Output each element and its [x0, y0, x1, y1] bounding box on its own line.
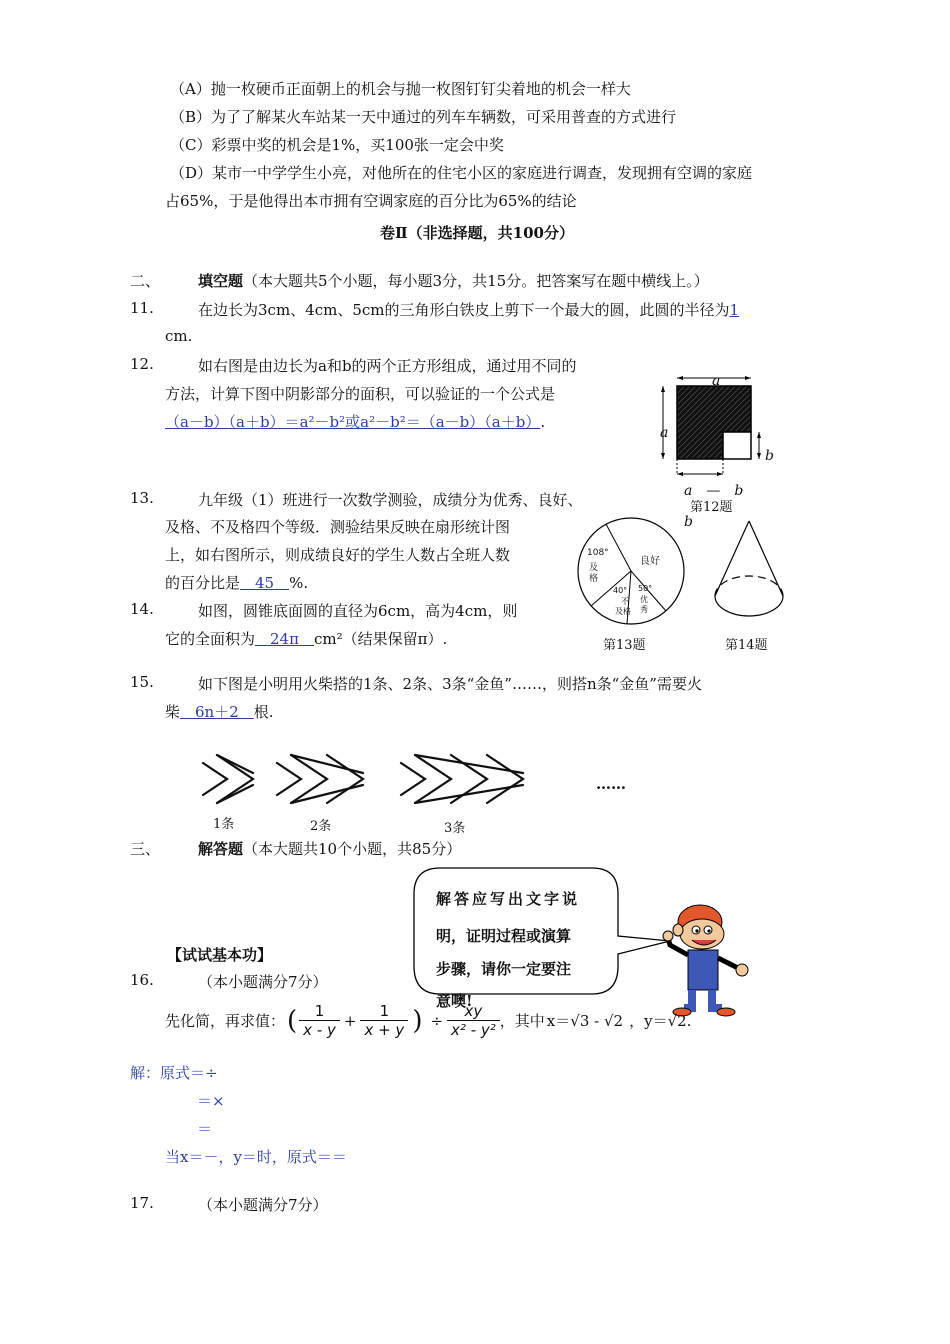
figure-14-cone	[710, 518, 794, 626]
q15-tail: 根.	[253, 703, 274, 721]
q14-tail: cm²（结果保留π）.	[313, 630, 448, 648]
fish-label-2: 2条	[310, 819, 332, 834]
section3-title: 解答题	[198, 840, 244, 858]
q13-line4	[165, 572, 308, 593]
q12-answer: （a－b）（a＋b）＝a²－b²或a²－b²＝（a－b）（a＋b）	[165, 413, 541, 431]
fish-label-3: 3条	[444, 821, 466, 836]
q12-num: 12.	[130, 355, 154, 373]
q16-y-value: y＝√2	[644, 1012, 687, 1030]
plus-sign: +	[343, 1011, 357, 1030]
fig12-label-b: b	[765, 448, 774, 464]
pie-label-108: 108°	[587, 548, 609, 558]
q16-solution-1: 解：原式＝÷	[130, 1064, 218, 1082]
q11-text	[198, 299, 756, 320]
q11-answer: 1	[729, 301, 740, 319]
q11-num: 11.	[130, 299, 154, 317]
option-c: （C）彩票中奖的机会是1%，买100张一定会中奖	[170, 136, 504, 154]
q16-prefix: 先化简，再求值：	[165, 1012, 286, 1030]
section2-title: 填空题	[198, 272, 244, 290]
section3-num: 三、	[130, 840, 161, 858]
fish-label-1: 1条	[213, 817, 235, 832]
fraction-3-den: x² - y²	[451, 1021, 496, 1039]
q12-answer-line	[165, 411, 545, 432]
fraction-2-den: x + y	[364, 1021, 405, 1039]
q16-expression: 先化简，再求值： ( $\frac{1}{x - y}$ + $\frac{1}{x + y}$ ) ÷ $\frac{xy}{\text{x² - y²}}$ ，其中 x＝√3 - √2 ， y＝√2 .	[165, 1002, 692, 1039]
q13-num: 13.	[130, 489, 154, 507]
pie-label-50: 50°	[638, 584, 653, 593]
pie-label-bu: 不	[621, 597, 629, 606]
bubble-line2: 明，证明过程或演算	[436, 927, 572, 945]
q14-num: 14.	[130, 600, 154, 618]
section3-heading	[198, 838, 461, 859]
pie-label-jige: 及格	[615, 607, 631, 616]
fraction-1	[299, 1002, 340, 1039]
q16-solution-2: ＝×	[197, 1092, 225, 1110]
fig13-caption: 第13题	[603, 638, 646, 653]
fraction-1-num: 1	[299, 1002, 340, 1021]
q11-tail: cm.	[165, 327, 193, 345]
fig12-label-a-left: a	[660, 425, 669, 441]
fraction-2	[360, 1002, 408, 1039]
pie-label-lianghao: 良好	[640, 556, 660, 567]
q12-tail: .	[540, 413, 546, 431]
q11-question: 在边长为3cm、4cm、5cm的三角形白铁皮上剪下一个最大的圆，此圆的半径为	[198, 301, 730, 319]
q15-answer: 6n＋2	[180, 703, 254, 721]
bubble-line4: 意噢!	[436, 992, 473, 1010]
bubble-line3: 步骤，请你一定要注	[436, 960, 572, 978]
fig12-label-bottom: a — b	[684, 483, 744, 499]
q13-line2: 及格、不及格四个等级．测验结果反映在扇形统计图	[165, 518, 511, 536]
paren-open: (	[287, 1005, 298, 1036]
matchstick-fish-figure	[195, 745, 565, 815]
option-b: （B）为了了解某火车站某一天中通过的列车车辆数，可采用普查的方式进行	[170, 108, 677, 126]
q14-line2	[165, 628, 447, 649]
q15-num: 15.	[130, 673, 154, 691]
q13-answer: 45	[240, 574, 290, 592]
option-d-line1: （D）某市一中学学生小亮，对他所在的住宅小区的家庭进行调查，发现拥有空调的家庭	[170, 164, 753, 182]
bubble-line1: 解答应写出文字说	[436, 890, 581, 908]
q16-mid: ，其中	[499, 1012, 545, 1030]
pie-label-40: 40°	[613, 586, 628, 595]
basic-heading: 【试试基本功】	[167, 946, 273, 964]
q17-points: （本小题满分7分）	[198, 1196, 328, 1214]
q17-num: 17.	[130, 1194, 154, 1212]
pie-label-ji: 及	[589, 563, 599, 573]
fish-ellipsis: ……	[596, 775, 626, 793]
pie-label-ge: 格	[589, 574, 599, 584]
paren-close: )	[412, 1005, 423, 1036]
fraction-3	[447, 1002, 500, 1039]
q14-line2-text: 它的全面积为	[165, 630, 256, 648]
q16-solution-4: 当x＝－，y＝时，原式＝＝	[165, 1148, 347, 1166]
q15-line2-text: 柴	[165, 703, 181, 721]
q13-line3: 上，如右图所示，则成绩良好的学生人数占全班人数	[165, 546, 511, 564]
q15-line2	[165, 701, 274, 722]
q12-line1: 如右图是由边长为a和b的两个正方形组成，通过用不同的	[198, 357, 577, 375]
q16-solution-3: ＝	[197, 1120, 213, 1138]
fig14-caption: 第14题	[725, 638, 768, 653]
section3-desc: （本大题共10个小题，共85分）	[243, 840, 462, 858]
fig12-caption: 第12题	[690, 500, 733, 515]
section2-heading	[198, 270, 709, 291]
fig12-label-a-top: a	[712, 373, 721, 389]
section2-num: 二、	[130, 272, 161, 290]
q13-line4-text: 的百分比是	[165, 574, 241, 592]
option-d-line2: 占65%，于是他得出本市拥有空调家庭的百分比为65%的结论	[165, 192, 577, 210]
q14-answer: 24π	[255, 630, 314, 648]
divide-sign: ÷	[430, 1011, 444, 1030]
section2-desc: （本大题共5个小题，每小题3分，共15分。把答案写在题中横线上。）	[243, 272, 709, 290]
fig12-label-b2: b	[684, 514, 693, 530]
fraction-1-den: x - y	[303, 1021, 336, 1039]
pie-label-xiu: 秀	[640, 605, 648, 614]
q14-line1: 如图，圆锥底面圆的直径为6cm，高为4cm，则	[198, 602, 518, 620]
q16-points: （本小题满分7分）	[198, 973, 328, 991]
q13-line1: 九年级（1）班进行一次数学测验，成绩分为优秀、良好、	[198, 491, 583, 509]
fraction-2-num: 1	[360, 1002, 408, 1021]
pie-label-you: 优	[640, 595, 648, 604]
q16-x-value: x＝√3 - √2	[546, 1012, 624, 1030]
q12-line2: 方法，计算下图中阴影部分的面积，可以验证的一个公式是	[165, 385, 556, 403]
option-a: （A）抛一枚硬币正面朝上的机会与抛一枚图钉钉尖着地的机会一样大	[170, 80, 631, 98]
q16-num: 16.	[130, 971, 154, 989]
q15-line1: 如下图是小明用火柴搭的1条、2条、3条“金鱼”……，则搭n条“金鱼”需要火	[198, 675, 702, 693]
fraction-3-num: xy	[447, 1002, 500, 1021]
volume-title: 卷Ⅱ（非选择题，共100分）	[380, 224, 574, 242]
q13-tail: %.	[289, 574, 309, 592]
